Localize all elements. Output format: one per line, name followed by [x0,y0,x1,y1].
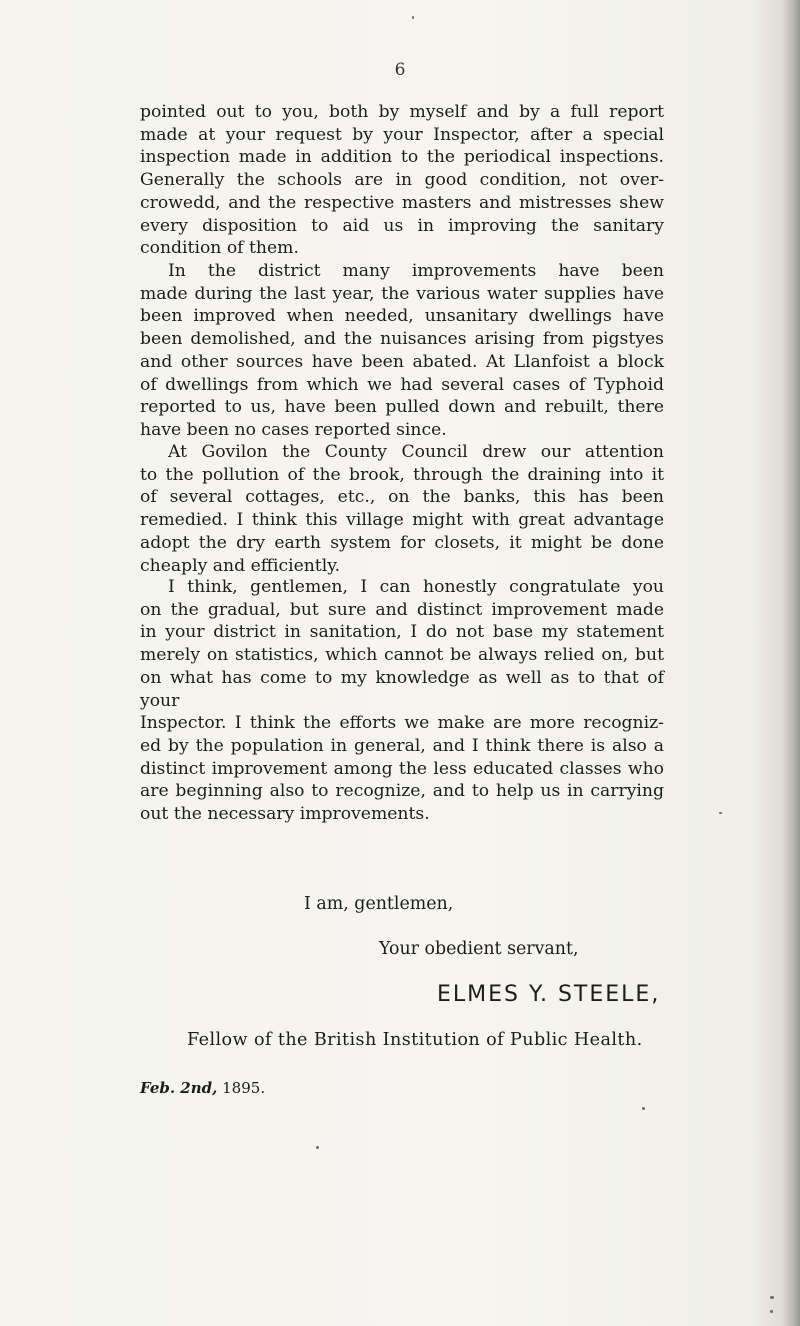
text-line: inspection made in addition to the periodical inspections. [140,147,664,168]
text-line: reported to us, have been pulled down and rebuilt, there [140,397,664,418]
text-line: distinct improvement among the less educated classes who [140,758,664,779]
text-line: to the pollution of the brook, through the draining into it [140,464,664,485]
text-line: been improved when needed, unsanitary dwellings have [140,306,664,327]
text-line: cheaply and efficiently. [140,555,341,576]
date-day-month: Feb. 2nd, [140,1079,218,1097]
closing-valediction: Your obedient servant, [379,939,579,959]
text-line: Generally the schools are in good condition, not over- [140,170,664,191]
signature-credential: Fellow of the British Institution of Public Health. [187,1030,643,1050]
paragraph-congratulations [140,576,664,826]
text-line: adopt the dry earth system for closets, it might be done [140,532,664,553]
text-line: made during the last year, the various water supplies have [140,283,664,304]
text-line: of dwellings from which we had several cases of Typhoid [140,374,664,395]
text-line: ed by the population in general, and I think there is also a [140,735,664,756]
letter-date [140,1079,265,1097]
text-line: out the necessary improvements. [140,804,430,825]
text-line: made at your request by your Inspector, after a special [140,124,664,145]
text-line: in your district in sanitation, I do not base my statement [140,622,664,643]
page-number: 6 [394,60,406,80]
text-line: on the gradual, but sure and distinct improvement made [140,599,664,620]
text-line: have been no cases reported since. [140,419,447,440]
text-line: been demolished, and the nuisances arising from pigstyes [140,329,664,350]
page-edge-shadow [782,0,800,1326]
text-line: condition of them. [140,238,299,259]
text-line: on what has come to my knowledge as well as to that of your [140,667,664,711]
text-line: In the district many improvements have been [168,261,664,281]
text-line: of several cottages, etc., on the banks, this has been [140,487,664,508]
text-line: and other sources have been abated. At Llanfoist a block [140,351,664,372]
closing-salutation: I am, gentlemen, [304,894,454,914]
text-line: are beginning also to recognize, and to help us in carrying [140,781,664,802]
text-line: pointed out to you, both by myself and by a full report [140,102,664,122]
paragraph-schools [140,101,664,260]
text-line: merely on statistics, which cannot be always relied on, but [140,645,664,666]
date-year: 1895. [222,1079,266,1097]
text-line: I think, gentlemen, I can honestly congratulate you [168,577,664,597]
paragraph-improvements [140,260,664,442]
text-line: remedied. I think this village might with great advantage [140,510,664,531]
text-line: Inspector. I think the efforts we make are more recogniz- [140,713,664,734]
text-line: At Govilon the County Council drew our attention [168,442,664,462]
text-line: every disposition to aid us in improving the sanitary [140,215,664,236]
paragraph-govilon [140,441,664,577]
text-line: crowedd, and the respective masters and mistresses shew [140,192,664,213]
signature-name: ELMES Y. STEELE, [437,982,661,1007]
